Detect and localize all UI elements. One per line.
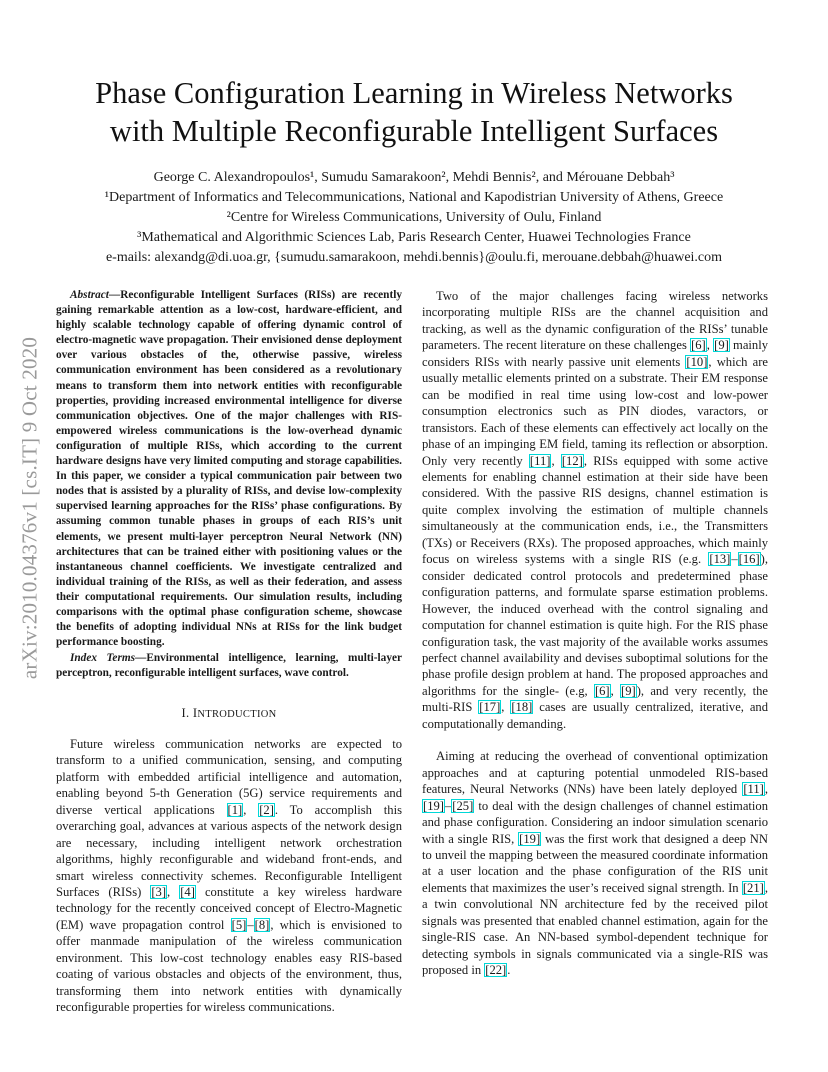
affiliation-3: ³Mathematical and Algorithmic Sciences Lab, Paris Research Center, Huawei Technologies France [137, 230, 691, 245]
citation-link[interactable]: [10] [686, 354, 708, 369]
author-names: George C. Alexandropoulos¹, Sumudu Samarakoon², Mehdi Bennis², and Mérouane Debbah³ [153, 170, 675, 185]
arxiv-watermark [18, 278, 42, 738]
index-terms-text: —Environmental intelligence, learning, multi-layer perceptron, reconfigurable intelligent surfaces, wave control. [56, 652, 403, 680]
section-heading-introduction: I. INTRODUCTION [181, 706, 277, 721]
intro-paragraph-1: Future wireless communication networks are expected to transform to a unified communication, sensing, and computing platform with embedded artificial intelligence and automation, enabling beyond 5-th Generation (5G) service requirements and diverse vertical applications [1], [2]. To accomplish this overarching goal, advances at various aspects of the network design are necessary, including intelligent network orchestration algorithms, highly reconfigurable and wideband front-ends, and smart wireless connectivity schemes. Reconfigurable Intelligent Surfaces (RISs) [3], [4] constitute a key wireless hardware technology for the recently conceived concept of Electro-Magnetic (EM) wave propagation control [5]–[8], which is envisioned to offer manmade manipulation of the wireless communication environment. This low-cost technology enables easy RIS-based coating of various obstacles and objects of the environment, thus, transforming them into network entities with dynamically reconfigurable properties for wireless communications. [56, 736, 402, 1015]
citation-link[interactable]: [4] [180, 884, 195, 899]
index-terms-lead: Index Terms [70, 652, 136, 665]
right-column [422, 288, 768, 979]
citation-link[interactable]: [3] [151, 884, 167, 899]
citation-link[interactable]: [21] [742, 880, 764, 895]
affiliation-1: ¹Department of Informatics and Telecommunications, National and Kapodistrian University of Athens, Greece [104, 190, 724, 205]
citation-link[interactable]: [12] [561, 453, 583, 468]
title-line-2: with Multiple Reconfigurable Intelligent Surfaces [109, 114, 719, 148]
citation-link[interactable]: [16] [738, 552, 760, 567]
citation-link[interactable]: [5] [231, 917, 247, 932]
citation-link[interactable]: [19] [423, 798, 444, 813]
citation-link[interactable]: [19] [519, 831, 541, 846]
abstract [56, 288, 402, 650]
right-paragraph-1: Two of the major challenges facing wireless networks incorporating multiple RISs are the channel acquisition and tracking, as well as the dynamic configuration of the RISs’ tunable parameters. The recent literature on these challenges [6], [9] mainly considers RISs with nearly passive unit elements [10], which are usually metallic elements printed on a substrate. Their EM response can be modified in real time using low-cost and low-power consumption electronics such as PIN diodes, varactors, or transistors. Each of these elements can effectively act locally on the phase of an impinging EM field, taming its reflection or absorption. Only very recently [11], [12], RISs equipped with some active elements for enabling channel estimation at their side have been considered. With the passive RIS designs, channel estimation is quite complex involving the estimation of multiple channels simultaneously at the communication ends, i.e., the Transmitters (TXs) or Receivers (RXs). The proposed approaches, which mainly focus on wireless systems with a single RIS (e.g. [13]–[16]), consider dedicated control protocols and predetermined phase configuration patterns, and formulate sparse estimation problems. However, the induced overhead with the control signaling and computation for channel estimation is quite high. For the RIS phase configuration task, the vast majority of the available works assumes perfect channel availability and devises suboptimal solutions for the phase profile design problem at hand. The proposed approaches and algorithms for the single- (e.g, [6], [9]), and very recently, the multi-RIS [17], [18] cases are usually centralized, iterative, and computationally demanding. [422, 289, 769, 731]
right-paragraph-2: Aiming at reducing the overhead of conventional optimization approaches and at capturing potential unmodeled RIS-based features, Neural Networks (NNs) have been lately deployed [11], [19]–[25] to deal with the design challenges of channel estimation and phase configuration. Considering an indoor simulation scenario with a single RIS, [19] was the first work that designed a deep NN to unveil the mapping between the measured coordinate information at a user location and the phase configuration of the RIS unit elements that maximizes the user’s received signal strength. In [21], a twin convolutional NN architecture fed by the received pilot signals was presented that enabled channel estimation, again for the single-RIS case. An NN-based symbol-dependent technique for detecting symbols in signals communicated via a single-RIS was proposed in [22]. [422, 749, 768, 978]
citation-link[interactable]: [11] [529, 453, 551, 468]
arxiv-watermark-text: arXiv:2010.04376v1 [cs.IT] 9 Oct 2020 [17, 336, 42, 680]
citation-link[interactable]: [11] [743, 782, 764, 797]
paper-title [56, 74, 772, 150]
citation-link[interactable]: [2] [259, 802, 274, 817]
abstract-text: —Reconfigurable Intelligent Surfaces (RISs) are recently gaining remarkable attention as a low-cost, hardware-efficient, and highly scalable technology capable of offering dynamic control of electro-magnetic wave propagation. Their envisioned dense deployment over various obstacles of the, otherwise passive, wireless communication environment has been considered as a revolutionary means to transform them into network entities with reconfigurable properties, providing increased environmental intelligence for diverse communication objectives. One of the major challenges with RIS-empowered wireless communications is the low-overhead dynamic configuration of multiple RISs, which according to the current hardware designs have very limited computing and storage capabilities. In this paper, we consider a typical communication pair between two nodes that is assisted by a plurality of RISs, and devise low-complexity supervised learning approaches for the RISs’ phase configurations. By assuming common tunable phases in groups of each RIS’s unit elements, we present multi-layer perceptron Neural Network (NN) architectures that can be trained either with positioning values or the instantaneous channel coefficients. We investigate centralized and individual training of the RISs, as well as their federation, and assess their computational requirements. Our simulation results, including comparisons with the optimal phase configuration scheme, showcase the benefits of adopting individual NNs at RISs for the link budget performance boosting. [56, 289, 402, 649]
citation-link[interactable]: [1] [227, 802, 243, 817]
citation-link[interactable]: [17] [479, 700, 501, 715]
paper-header [56, 74, 772, 268]
author-block [56, 168, 772, 268]
citation-link[interactable]: [13] [709, 552, 731, 567]
title-line-1: Phase Configuration Learning in Wireless Networks [95, 76, 733, 110]
left-column [56, 288, 402, 1016]
citation-link[interactable]: [8] [254, 917, 270, 932]
citation-link[interactable]: [9] [714, 338, 729, 353]
citation-link[interactable]: [6] [594, 683, 610, 698]
author-emails: e-mails: alexandg@di.uoa.gr, {sumudu.samarakoon, mehdi.bennis}@oulu.fi, merouane.debbah@huawei.com [105, 250, 723, 265]
citation-link[interactable]: [9] [621, 683, 636, 698]
index-terms [56, 651, 402, 681]
citation-link[interactable]: [6] [691, 338, 706, 353]
abstract-lead: Abstract [70, 289, 109, 301]
citation-link[interactable]: [25] [452, 798, 474, 813]
citation-link[interactable]: [18] [511, 700, 533, 715]
affiliation-2: ²Centre for Wireless Communications, University of Oulu, Finland [226, 210, 602, 225]
citation-link[interactable]: [22] [485, 963, 507, 978]
